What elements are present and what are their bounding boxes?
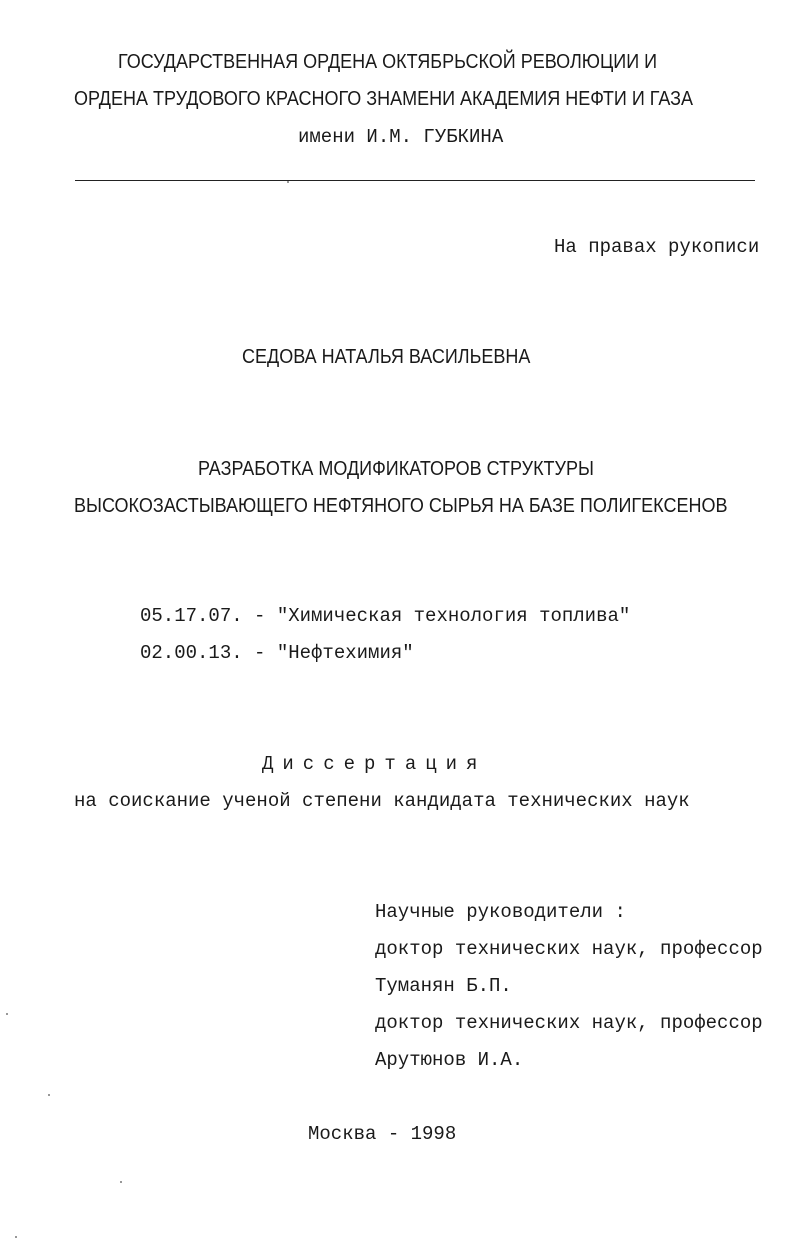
scan-speck — [15, 1236, 17, 1238]
institution-line-1: ГОСУДАРСТВЕННАЯ ОРДЕНА ОКТЯБРЬСКОЙ РЕВОЛЮЦИИ И — [118, 51, 658, 73]
institution-line-3: имени И.М. ГУБКИНА — [298, 126, 504, 148]
title-line-2: ВЫСОКОЗАСТЫВАЮЩЕГО НЕФТЯНОГО СЫРЬЯ НА БАЗЕ ПОЛИГЕКСЕНОВ — [74, 495, 728, 517]
supervisor-1-name: Туманян Б.П. — [375, 975, 512, 997]
city-year: Москва - 1998 — [308, 1123, 457, 1145]
institution-line-2: ОРДЕНА ТРУДОВОГО КРАСНОГО ЗНАМЕНИ АКАДЕМИЯ НЕФТИ И ГАЗА — [74, 88, 694, 110]
header-divider — [75, 180, 755, 181]
scan-speck — [120, 1181, 122, 1183]
specialty-code-1: 05.17.07. - "Химическая технология топлива" — [140, 605, 631, 627]
author-name: СЕДОВА НАТАЛЬЯ ВАСИЛЬЕВНА — [242, 346, 531, 368]
supervisors-heading: Научные руководители : — [375, 901, 626, 923]
degree-line: на соискание ученой степени кандидата технических наук — [74, 790, 690, 812]
scan-speck — [287, 181, 289, 183]
supervisor-2-title: доктор технических наук, профессор — [375, 1012, 763, 1034]
scan-speck — [48, 1094, 50, 1096]
specialty-code-2: 02.00.13. - "Нефтехимия" — [140, 642, 414, 664]
title-line-1: РАЗРАБОТКА МОДИФИКАТОРОВ СТРУКТУРЫ — [198, 458, 594, 480]
scan-speck — [6, 1013, 8, 1015]
work-type: Диссертация — [262, 753, 487, 775]
supervisor-1-title: доктор технических наук, профессор — [375, 938, 763, 960]
manuscript-note: На правах рукописи — [554, 236, 760, 258]
supervisor-2-name: Арутюнов И.А. — [375, 1049, 524, 1071]
